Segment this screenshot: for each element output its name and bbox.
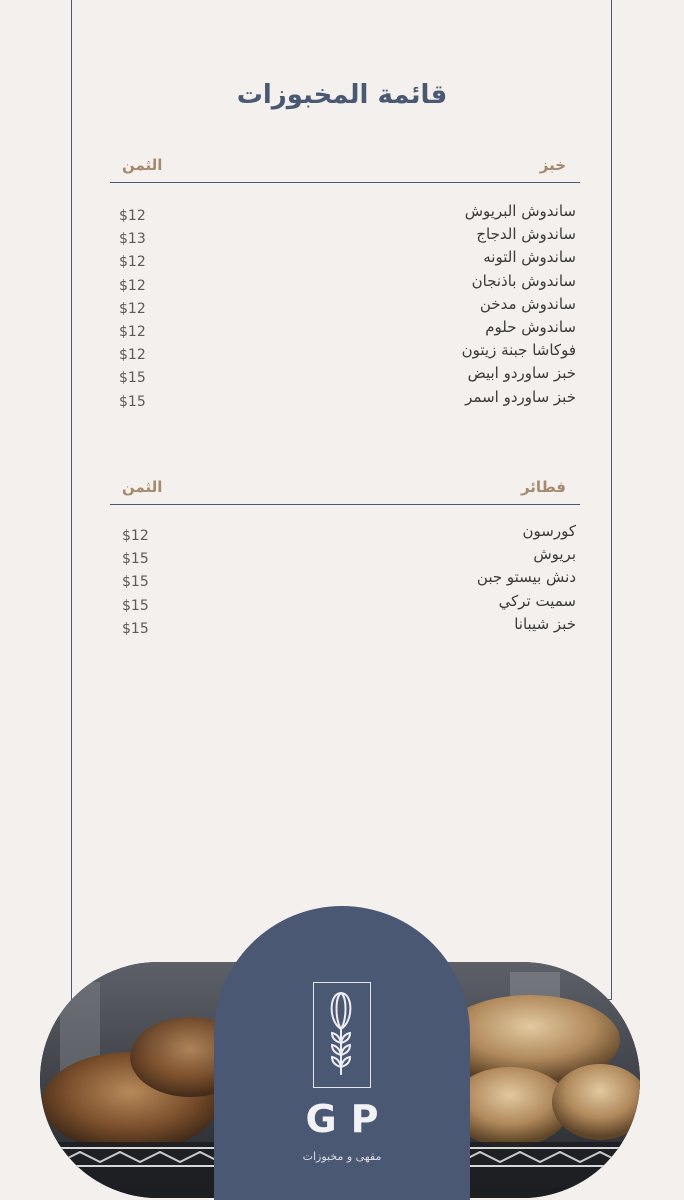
- item-name: ساندوش مدخن: [479, 294, 576, 313]
- item-price: $12: [119, 300, 146, 317]
- menu-item: [110, 364, 580, 387]
- item-price: $12: [119, 323, 146, 340]
- menu-item: [110, 522, 580, 545]
- item-name: سميت تركي: [498, 591, 576, 610]
- whisk-wheat-icon: [314, 983, 369, 1086]
- menu-title: قائمة المخبوزات: [236, 80, 448, 110]
- item-price: $12: [119, 277, 146, 294]
- item-price: $12: [119, 208, 146, 224]
- menu-item: [110, 202, 580, 225]
- menu-item: [110, 592, 580, 615]
- menu-item: [110, 318, 580, 341]
- menu-item: [110, 615, 580, 638]
- item-price: $15: [119, 370, 146, 387]
- item-price: $12: [119, 254, 146, 271]
- menu-item: [110, 388, 580, 411]
- item-price: $15: [122, 551, 149, 568]
- menu-item: [110, 248, 580, 271]
- item-name: خبز شيبانا: [514, 614, 576, 633]
- price-column-label: الثمن: [122, 156, 163, 174]
- brand-logo-text: GP: [305, 1097, 393, 1141]
- item-name: ساندوش حلوم: [485, 317, 576, 336]
- item-name: كورسون: [522, 522, 576, 540]
- brand-tagline: مقهى و مخبوزات: [302, 1150, 382, 1163]
- price-column-label: الثمن: [122, 478, 163, 496]
- item-price: $15: [122, 597, 149, 614]
- item-price: $12: [119, 347, 146, 364]
- logo-frame: [313, 982, 371, 1088]
- item-name: ساندوش التونه: [483, 248, 576, 267]
- item-name: خبز ساوردو اسمر: [465, 387, 576, 406]
- section-name: خبز: [539, 156, 566, 174]
- menu-item: [110, 272, 580, 295]
- section-header-pastries: [110, 478, 580, 505]
- item-price: $15: [122, 574, 149, 591]
- item-name: فوكاشا جبنة زيتون: [461, 341, 576, 360]
- item-name: بريوش: [533, 545, 576, 564]
- item-price: $13: [119, 231, 146, 248]
- item-price: $15: [119, 393, 146, 410]
- menu-item: [110, 341, 580, 364]
- item-price: $15: [122, 620, 149, 637]
- section-items-pastries: [110, 522, 580, 638]
- item-name: ساندوش البريوش: [464, 202, 576, 220]
- item-name: دنش بيستو جبن: [476, 568, 576, 587]
- item-price: $12: [122, 528, 149, 544]
- menu-item: [110, 225, 580, 248]
- item-name: ساندوش باذنجان: [471, 271, 576, 290]
- item-name: خبز ساوردو ابيض: [467, 364, 576, 383]
- section-name: فطائر: [520, 478, 566, 496]
- section-items-bread: [110, 202, 580, 411]
- section-header-bread: [110, 156, 580, 183]
- menu-item: [110, 545, 580, 568]
- menu-item: [110, 295, 580, 318]
- menu-item: [110, 568, 580, 591]
- item-name: ساندوش الدجاج: [476, 225, 576, 244]
